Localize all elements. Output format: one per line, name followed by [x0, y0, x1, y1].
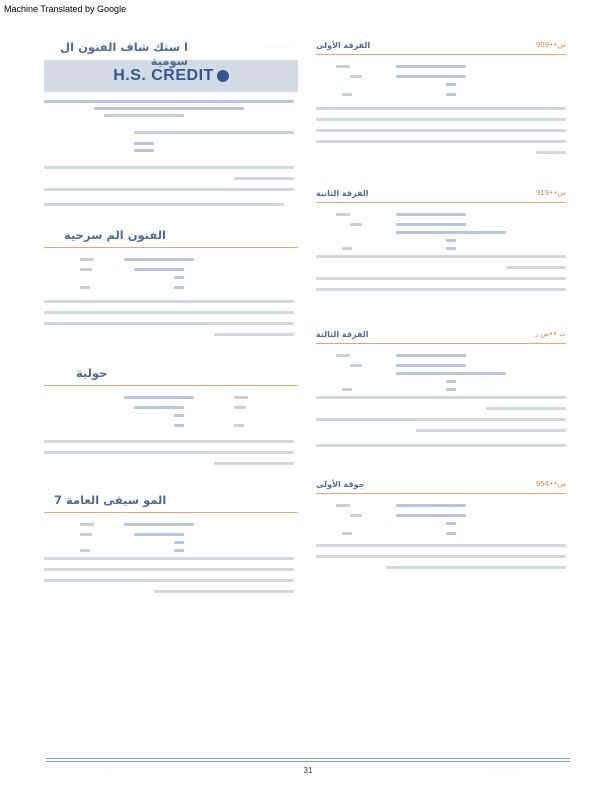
- performing-arts-title: الفنون الم سرحية: [64, 228, 166, 242]
- general-music-title: المو سيقى العامة 7: [54, 493, 167, 507]
- first-choir-code: 954••س: [535, 480, 566, 488]
- first-band-code: 909••س: [535, 41, 566, 49]
- performing-arts-meta: [44, 248, 298, 294]
- footer-right-text: · · · · · · · · · · · · · ·: [488, 769, 523, 774]
- annual-title: حولية: [76, 366, 108, 380]
- third-band-title: الفرقة الثالثة: [316, 329, 369, 339]
- machine-translated-banner: Machine Translated by Google: [4, 4, 127, 14]
- section-second-band: [316, 184, 566, 291]
- section-third-band: [316, 325, 566, 447]
- first-choir-title: جوقة الأولى: [316, 479, 365, 489]
- third-band-code: ث ••ص ر: [534, 330, 566, 338]
- second-band-title: الفرقة الثانية: [316, 188, 369, 198]
- hs-credit-logo-icon: [217, 70, 229, 82]
- footer-rule-bottom: [46, 761, 570, 762]
- hs-credit-logo: H.S. CREDIT: [113, 67, 214, 84]
- footer-left-text: · · · · · · ·: [100, 769, 117, 774]
- section-first-band: [316, 36, 566, 154]
- visual-arts-title: ا ستك شاف الفنون ال سومية: [60, 40, 188, 68]
- general-music-meta: [44, 513, 298, 551]
- second-band-code: 919••س: [535, 189, 566, 197]
- page-number: 31: [303, 766, 313, 775]
- left-column: [44, 30, 298, 597]
- section-first-choir: [316, 475, 566, 569]
- faint-header-text: · · · · · · · · · ·: [261, 44, 298, 51]
- first-band-title: الفرقة الأولى: [316, 40, 371, 50]
- footer-rule-top: [46, 758, 570, 759]
- annual-meta: [44, 386, 298, 434]
- right-column: [316, 30, 566, 573]
